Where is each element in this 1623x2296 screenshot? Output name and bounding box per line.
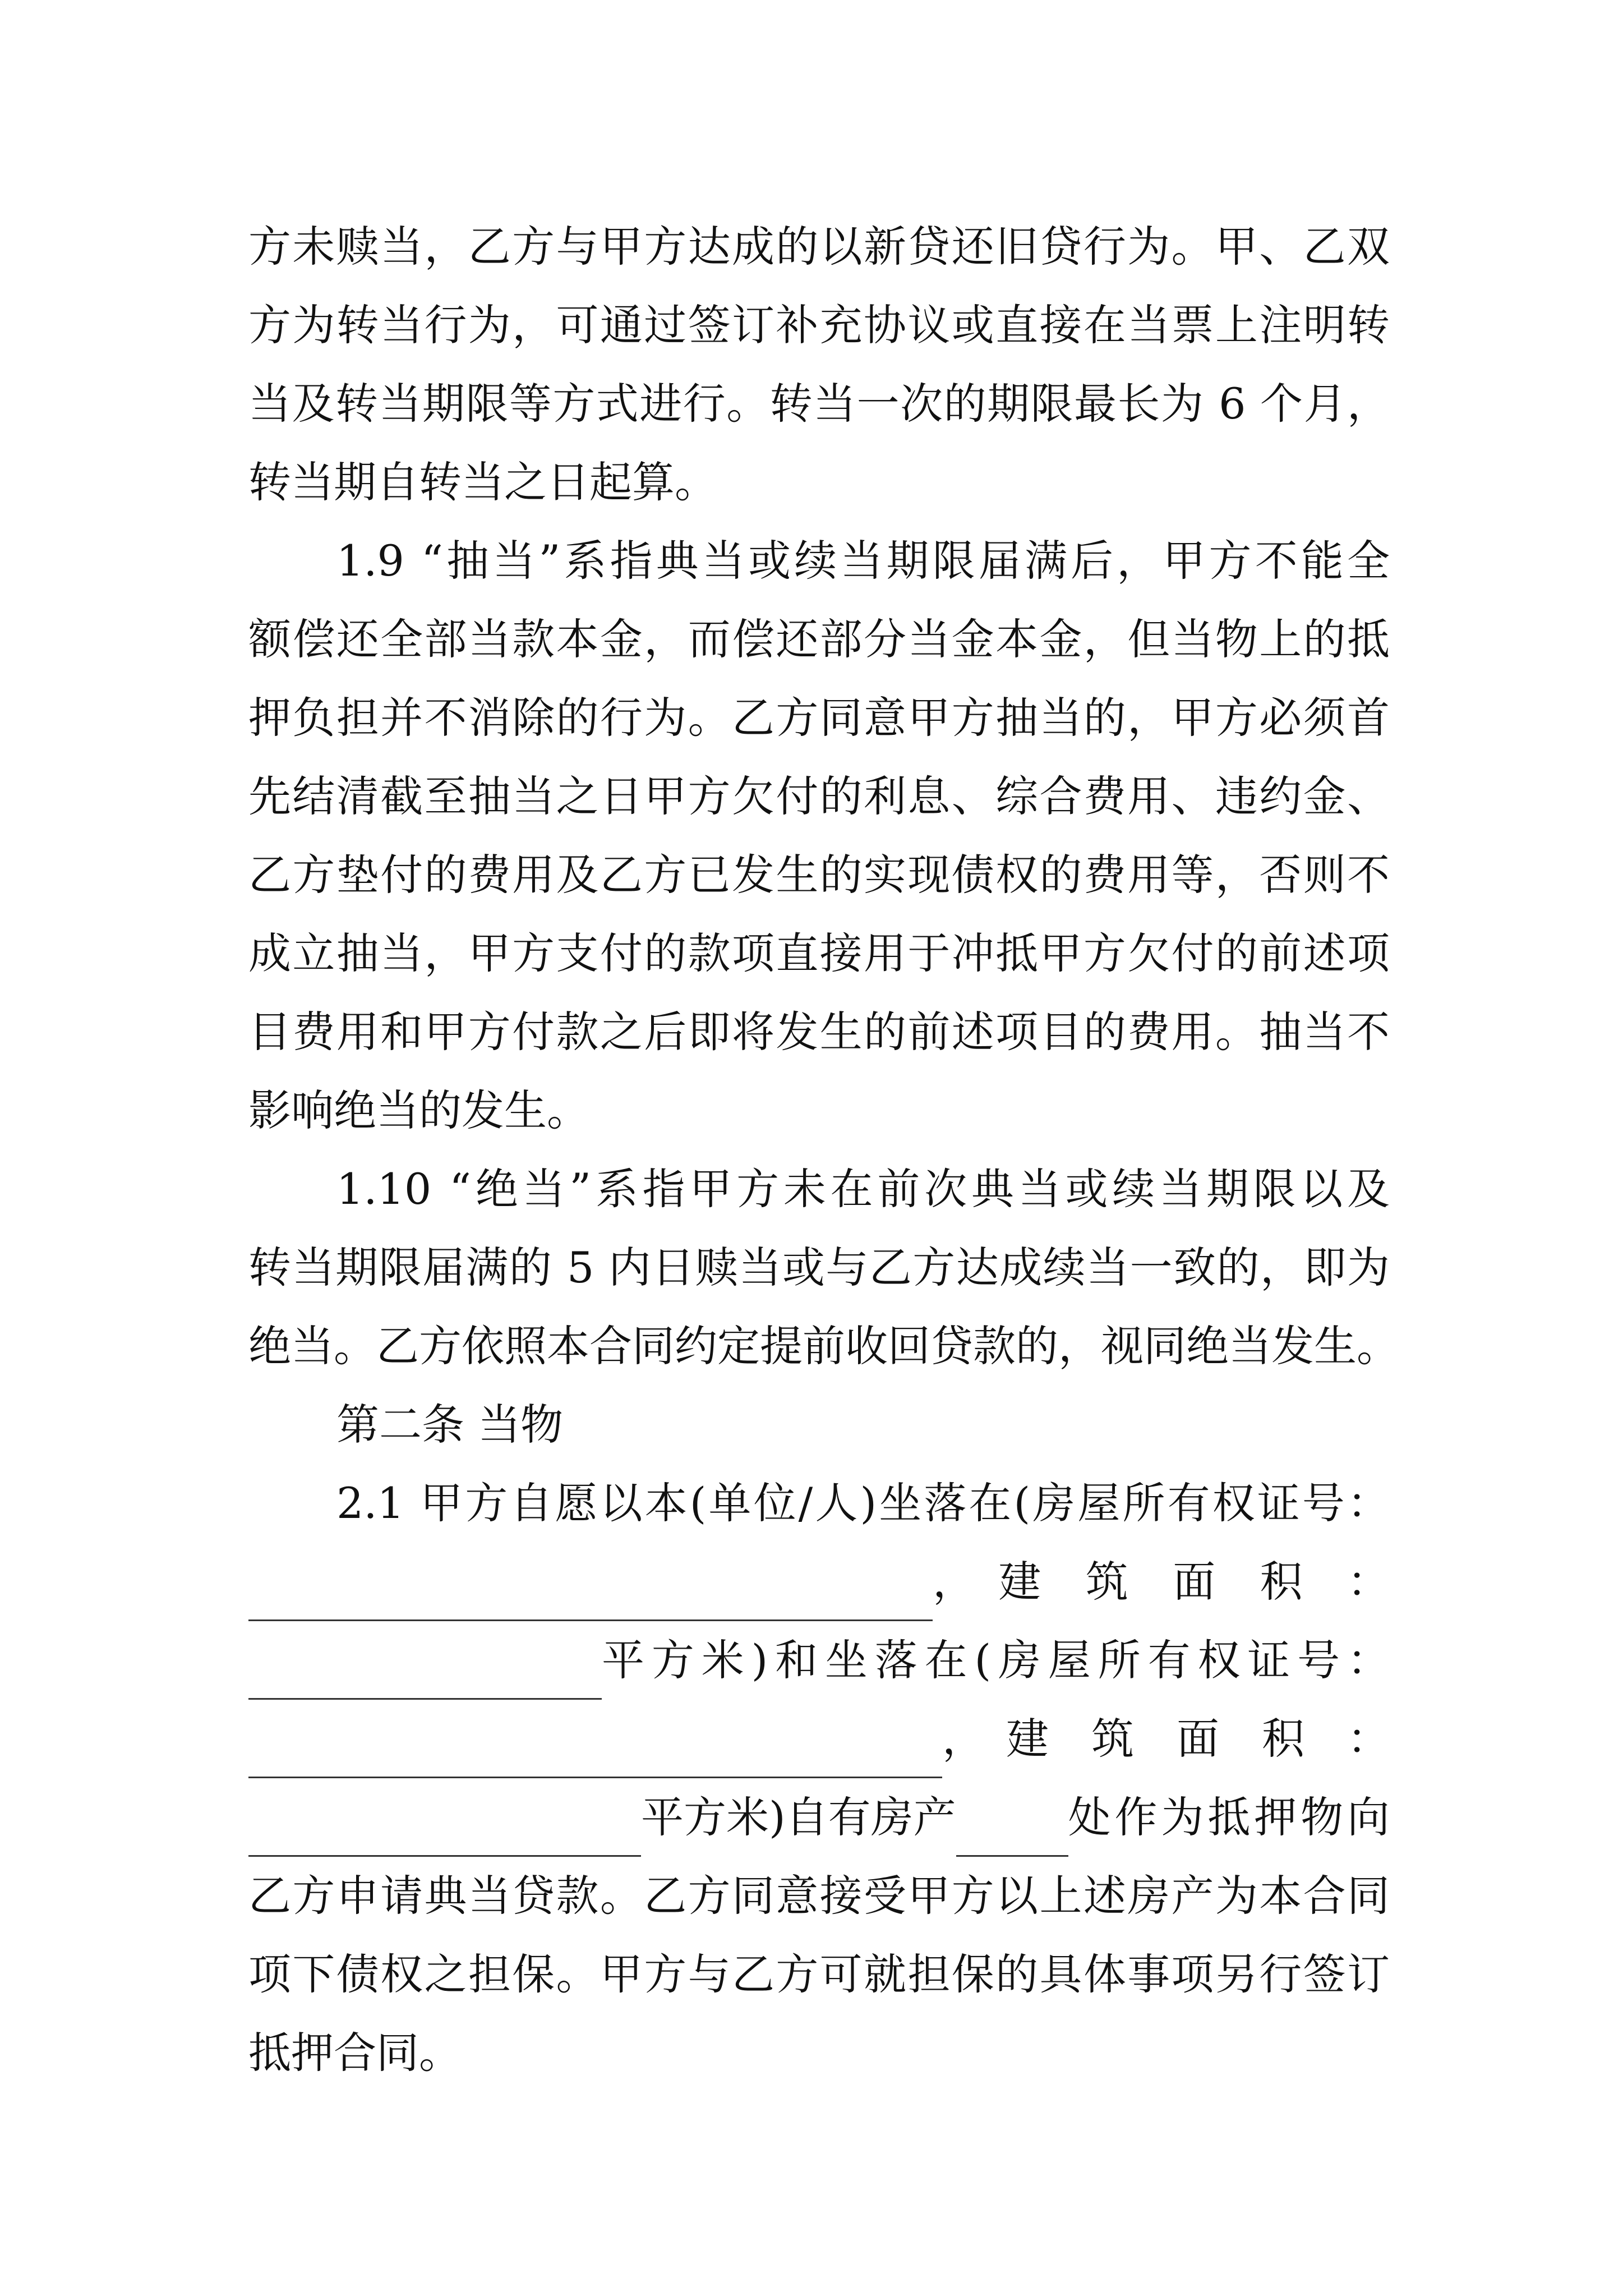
text-line: 乙方申请典当贷款。乙方同意接受甲方以上述房产为本合同 (248, 1871, 1390, 1921)
text-line: 成立抽当，甲方支付的款项直接用于冲抵甲方欠付的前述项 (248, 928, 1390, 978)
text-line: 影响绝当的发生。 (248, 1085, 589, 1135)
text-line: 抵押合同。 (248, 2028, 462, 2078)
fill-text: 平方米)和坐落在(房屋所有权证号： (602, 1635, 1390, 1685)
area-blank-1[interactable] (248, 1642, 602, 1700)
clause-1-10-heading: 1.10 “绝当”系指甲方未在前次典当或续当期限以及 (336, 1164, 1390, 1214)
property-count-blank[interactable] (956, 1799, 1068, 1857)
certificate-number-blank-1[interactable] (248, 1563, 933, 1621)
text-line: 先结清截至抽当之日甲方欠付的利息、综合费用、违约金、 (248, 771, 1390, 821)
text-line: 当及转当期限等方式进行。转当一次的期限最长为 6 个月， (248, 379, 1390, 429)
text-line: 转当期限届满的 5 内日赎当或与乙方达成续当一致的，即为 (248, 1243, 1390, 1292)
text-line: 押负担并不消除的行为。乙方同意甲方抽当的，甲方必须首 (248, 693, 1390, 743)
fill-line-4 (248, 1778, 1390, 1857)
article-2-heading: 第二条 当物 (336, 1400, 564, 1450)
text-line: 方未赎当，乙方与甲方达成的以新贷还旧贷行为。甲、乙双 (248, 222, 1390, 272)
fill-line-3 (248, 1700, 1390, 1778)
text-line: 目费用和甲方付款之后即将发生的前述项目的费用。抽当不 (248, 1007, 1390, 1057)
clause-1-9-heading: 1.9 “抽当”系指典当或续当期限届满后，甲方不能全 (336, 536, 1390, 586)
fill-text: ， 建 筑 面 积 ： (942, 1714, 1390, 1764)
clause-2-1-heading: 2.1 甲方自愿以本(单位/人)坐落在(房屋所有权证号： (336, 1478, 1390, 1528)
fill-text: 平方米)自有房产 (641, 1792, 956, 1842)
area-blank-2[interactable] (248, 1799, 641, 1857)
text-line: 转当期自转当之日起算。 (248, 457, 717, 507)
fill-text: 处作为抵押物向 (1068, 1792, 1390, 1842)
certificate-number-blank-2[interactable] (248, 1720, 942, 1778)
text-line: 项下债权之担保。甲方与乙方可就担保的具体事项另行签订 (248, 1949, 1390, 1999)
text-line: 乙方垫付的费用及乙方已发生的实现债权的费用等，否则不 (248, 850, 1390, 900)
text-line: 额偿还全部当款本金，而偿还部分当金本金，但当物上的抵 (248, 614, 1390, 664)
fill-line-2 (248, 1621, 1390, 1700)
fill-text: ， 建 筑 面 积 ： (933, 1557, 1390, 1607)
text-line: 方为转当行为，可通过签订补充协议或直接在当票上注明转 (248, 300, 1390, 350)
fill-line-1 (248, 1543, 1390, 1621)
text-line: 绝当。乙方依照本合同约定提前收回贷款的，视同绝当发生。 (248, 1321, 1399, 1371)
